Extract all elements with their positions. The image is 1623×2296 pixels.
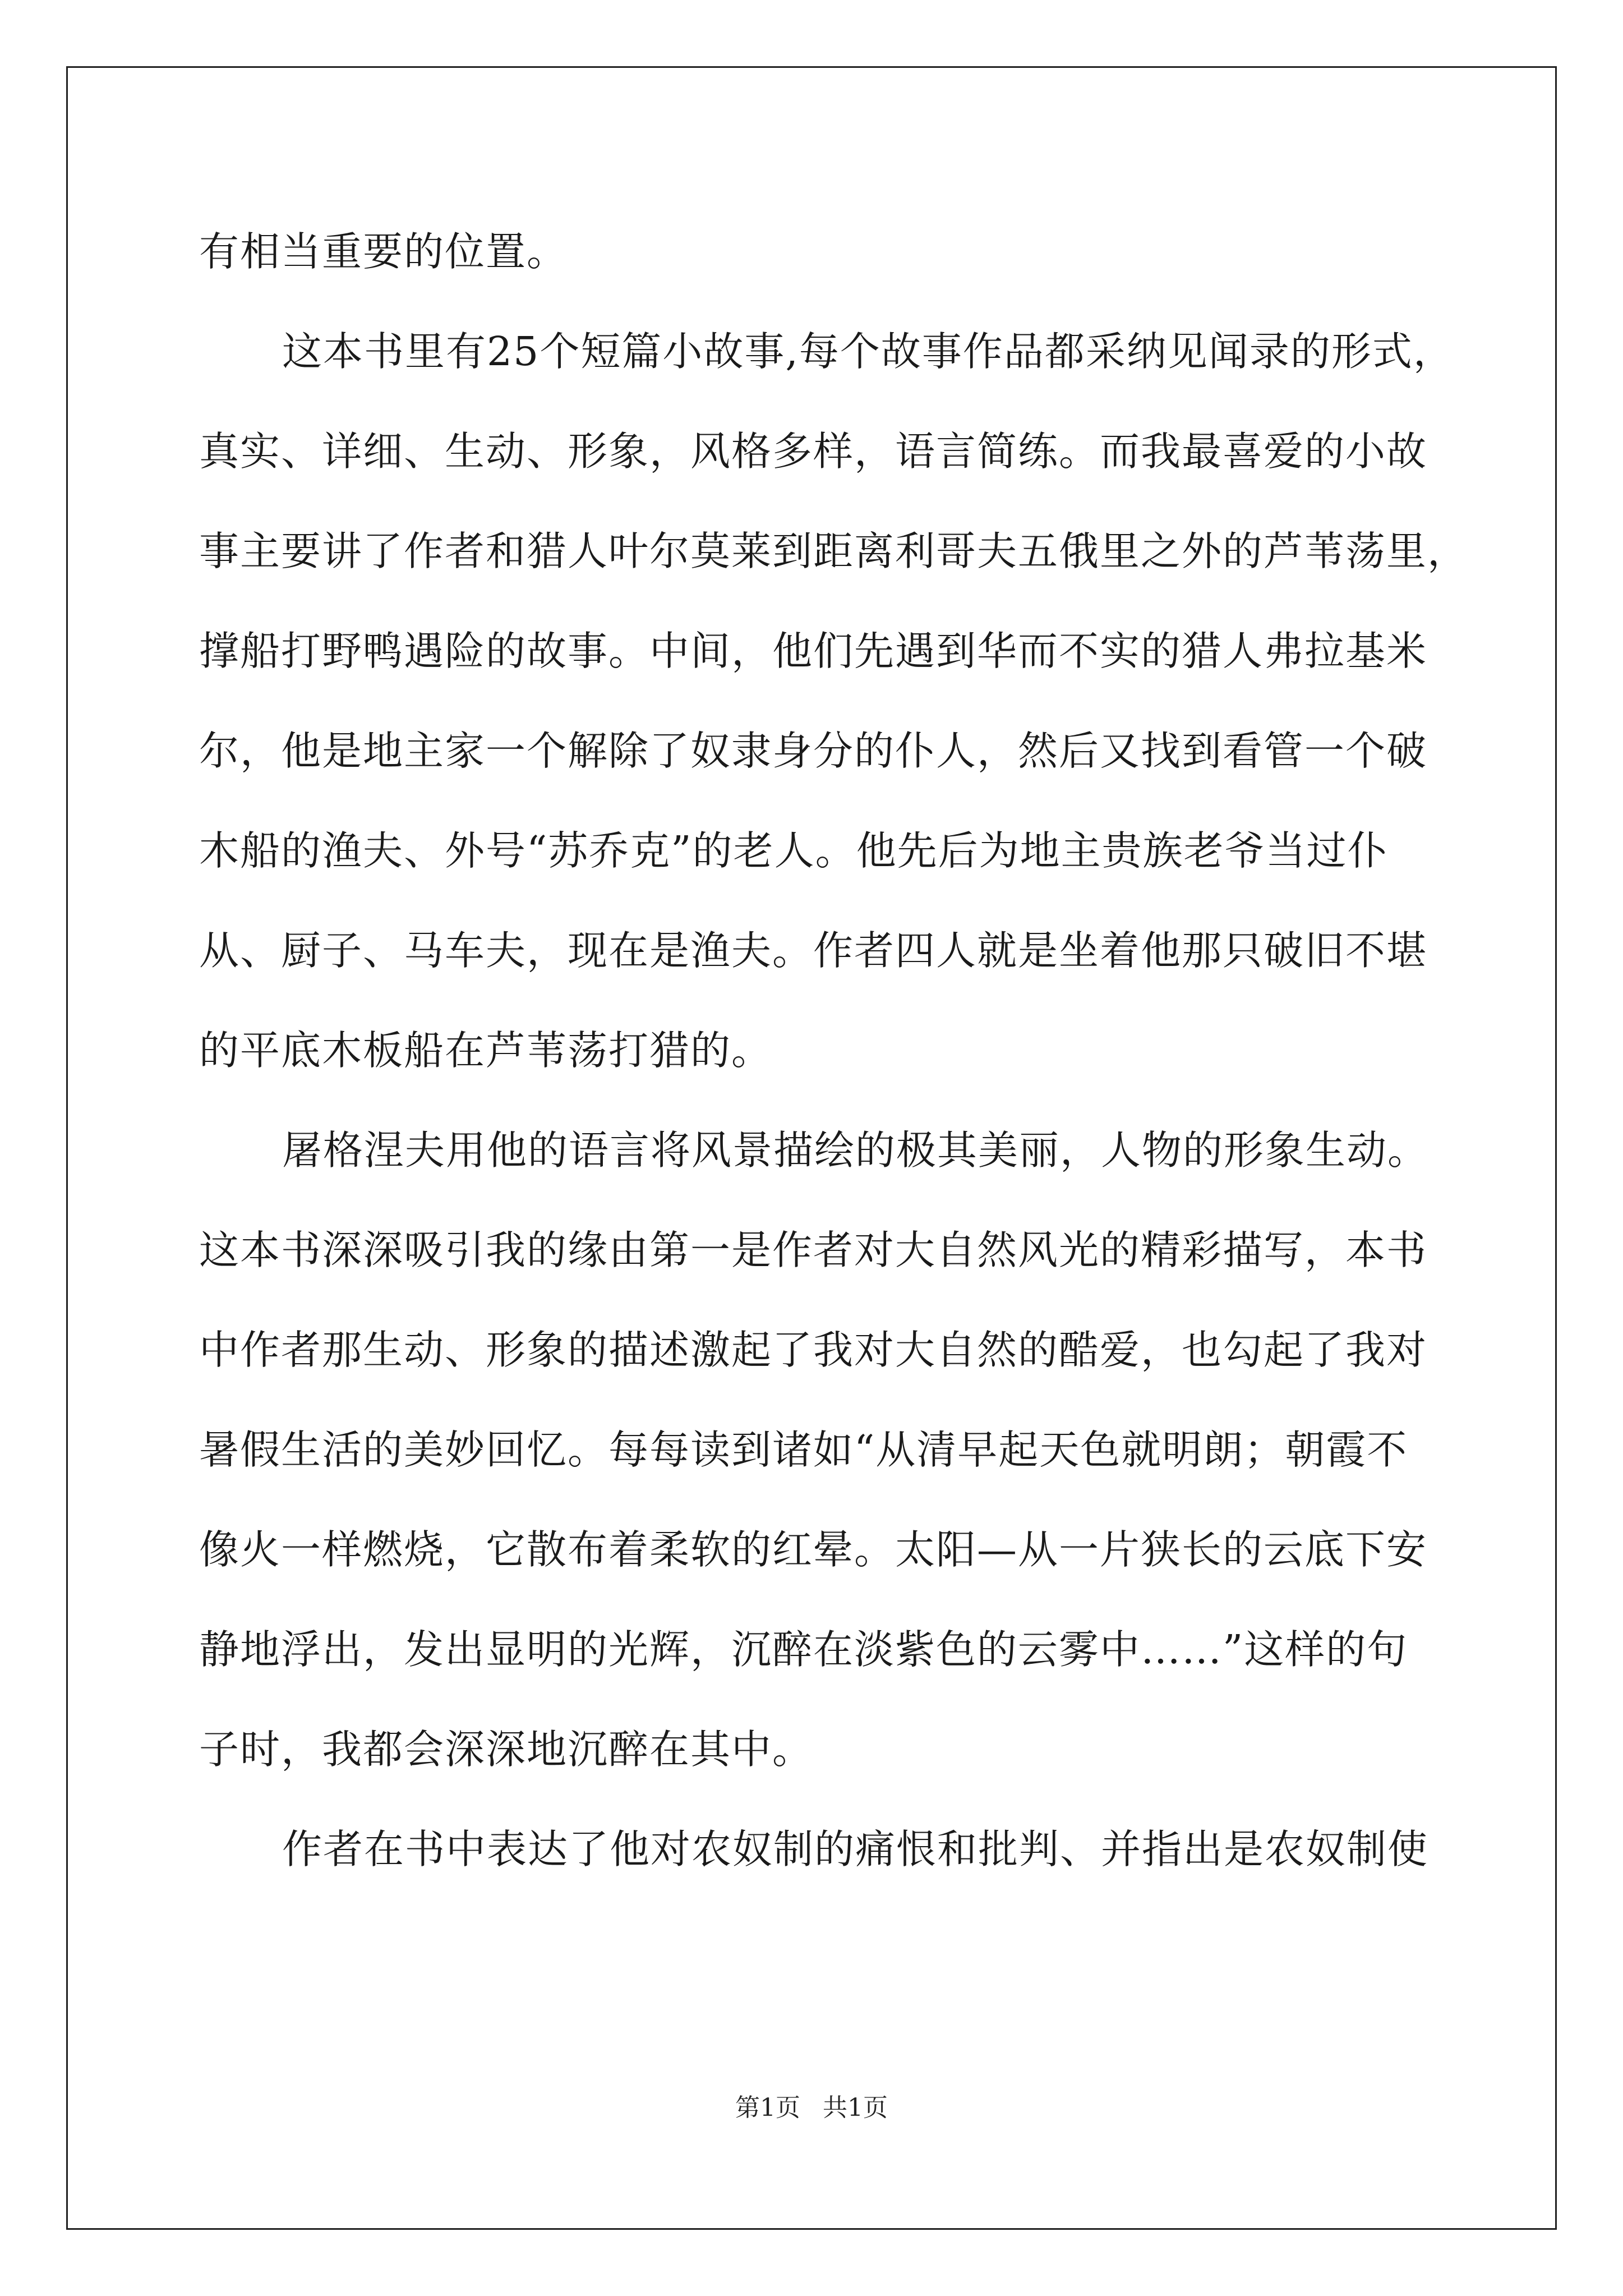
text-line: 的平底木板船在芦苇荡打猎的。	[199, 1027, 773, 1074]
text-line: 子时，我都会深深地沉醉在其中。	[199, 1726, 814, 1773]
text-line: 像火一样燃烧，它散布着柔软的红晕。太阳—从一片狭长的云底下安	[199, 1526, 1428, 1573]
text-line: 尔，他是地主家一个解除了奴隶身分的仆人，然后又找到看管一个破	[199, 728, 1428, 774]
text-line: 从、厨子、马车夫，现在是渔夫。作者四人就是坐着他那只破旧不堪	[199, 927, 1428, 974]
text-line: 有相当重要的位置。	[199, 228, 568, 275]
text-line: 这本书里有25个短篇小故事,每个故事作品都采纳见闻录的形式，	[282, 328, 1454, 375]
text-line: 静地浮出，发出显明的光辉，沉醉在淡紫色的云雾中……”这样的句	[199, 1626, 1408, 1673]
page-footer	[0, 2091, 1623, 2125]
text-line: 中作者那生动、形象的描述激起了我对大自然的酷爱，也勾起了我对	[199, 1327, 1428, 1373]
page-total: 共1页	[823, 2093, 888, 2122]
text-line: 真实、详细、生动、形象，风格多样，语言简练。而我最喜爱的小故	[199, 428, 1428, 475]
text-line: 这本书深深吸引我的缘由第一是作者对大自然风光的精彩描写，本书	[199, 1227, 1428, 1273]
page-number: 第1页	[735, 2093, 800, 2122]
text-line: 屠格涅夫用他的语言将风景描绘的极其美丽，人物的形象生动。	[282, 1127, 1429, 1174]
text-line: 作者在书中表达了他对农奴制的痛恨和批判、并指出是农奴制使	[282, 1826, 1429, 1872]
text-line: 事主要讲了作者和猎人叶尔莫莱到距离利哥夫五俄里之外的芦苇荡里，	[199, 528, 1469, 574]
text-line: 撑船打野鸭遇险的故事。中间，他们先遇到华而不实的猎人弗拉基米	[199, 628, 1428, 674]
document-body	[199, 202, 1489, 1899]
text-line: 木船的渔夫、外号“苏乔克”的老人。他先后为地主贵族老爷当过仆	[199, 827, 1389, 874]
text-line: 暑假生活的美妙回忆。每每读到诸如“从清早起天色就明朗；朝霞不	[199, 1427, 1408, 1473]
